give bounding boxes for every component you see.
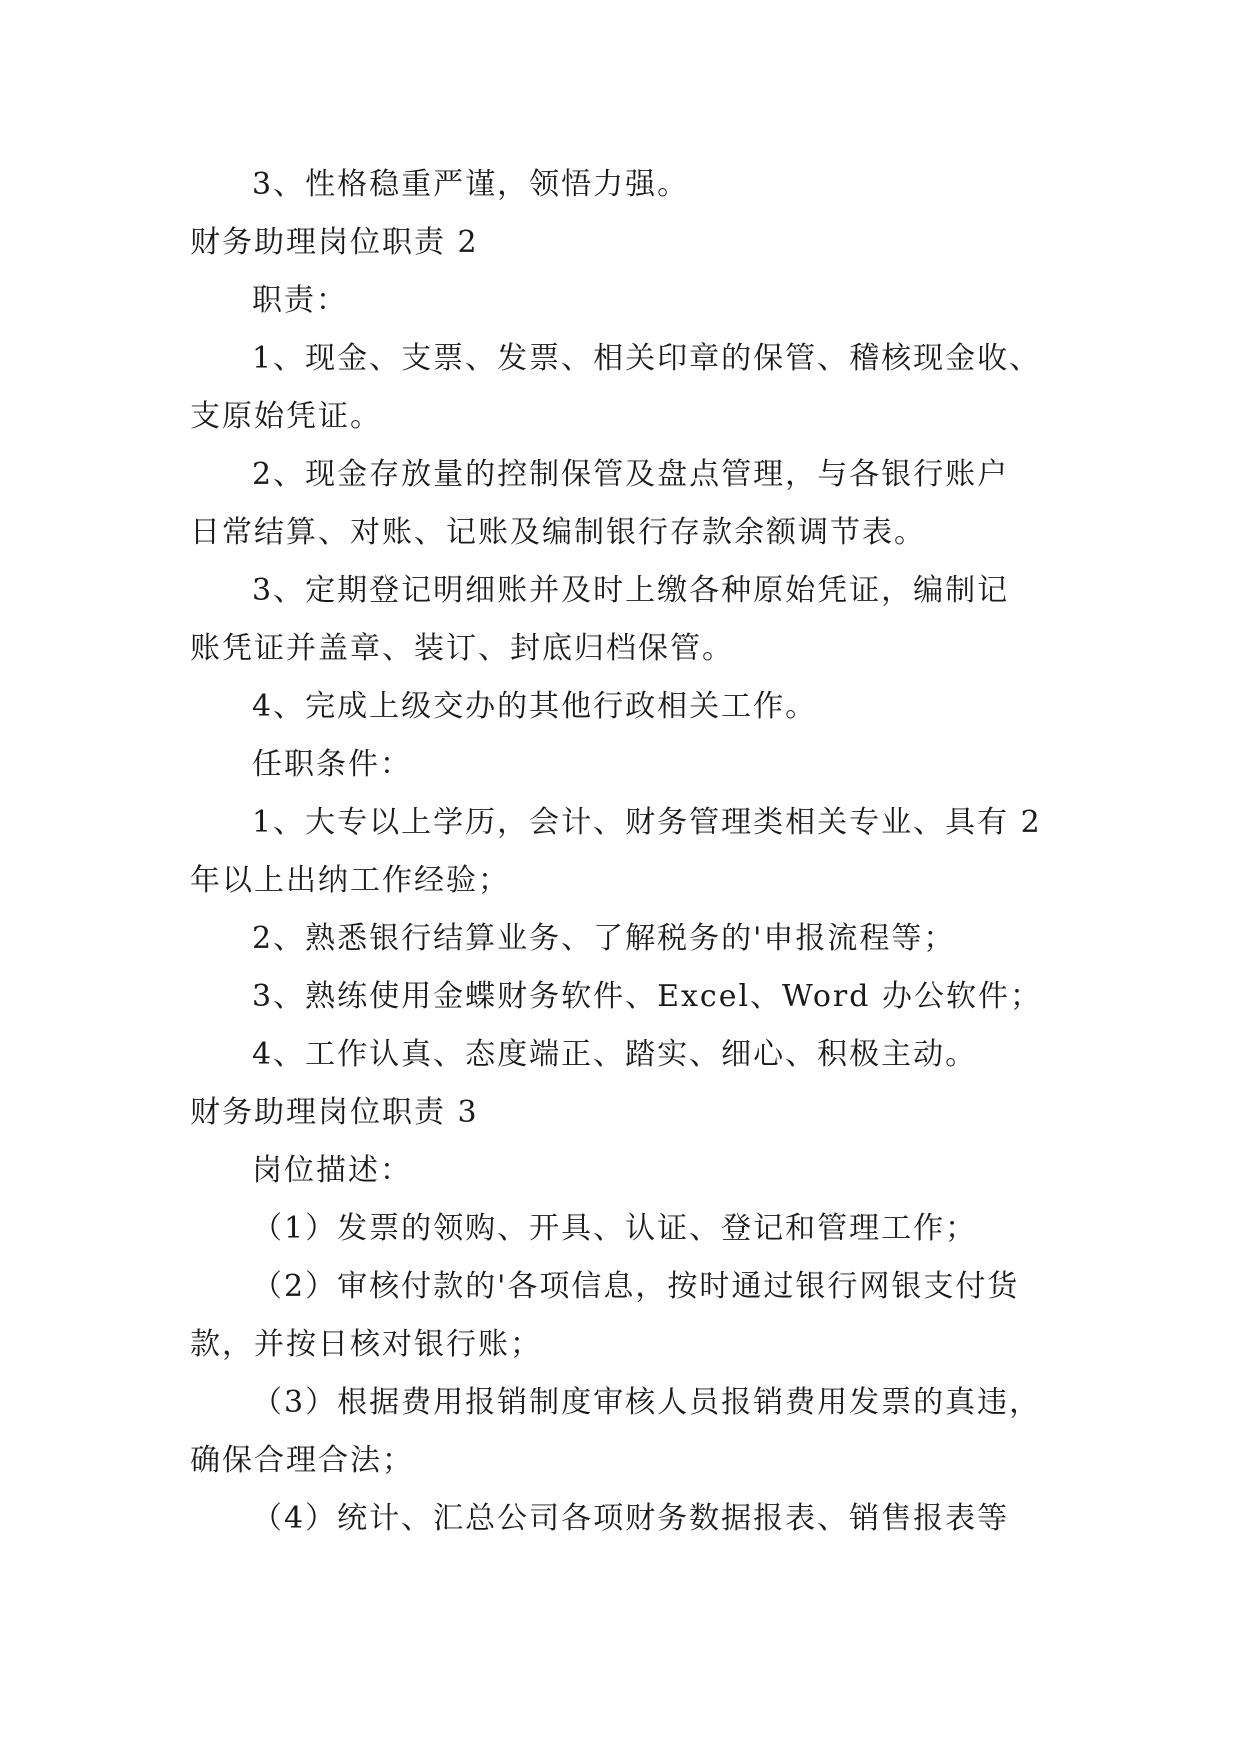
- section-heading: 财务助理岗位职责 3: [190, 1095, 479, 1130]
- text-line: 3、熟练使用金蝶财务软件、Excel、Word 办公软件；: [252, 979, 1042, 1014]
- subheading: 任职条件：: [252, 747, 412, 782]
- text-line: 4、完成上级交办的其他行政相关工作。: [252, 689, 818, 724]
- text-line: 1、大专以上学历，会计、财务管理类相关专业、具有 2: [252, 805, 1042, 840]
- section-heading: 财务助理岗位职责 2: [190, 225, 479, 260]
- text-line: （3）根据费用报销制度审核人员报销费用发票的真违，: [252, 1385, 1042, 1420]
- text-line: （4）统计、汇总公司各项财务数据报表、销售报表等: [252, 1501, 1010, 1536]
- text-line: 款，并按日核对银行账；: [190, 1327, 542, 1362]
- text-line: 4、工作认真、态度端正、踏实、细心、积极主动。: [252, 1037, 978, 1072]
- subheading: 职责：: [252, 283, 348, 318]
- document-body: [190, 156, 1070, 1548]
- text-line: 2、熟悉银行结算业务、了解税务的'申报流程等；: [252, 921, 956, 956]
- text-line: （1）发票的领购、开具、认证、登记和管理工作；: [252, 1211, 978, 1246]
- subheading: 岗位描述：: [252, 1153, 412, 1188]
- text-line: （2）审核付款的'各项信息，按时通过银行网银支付货: [252, 1269, 1020, 1304]
- text-line: 确保合理合法；: [190, 1443, 414, 1478]
- text-line: 3、定期登记明细账并及时上缴各种原始凭证，编制记: [252, 573, 1010, 608]
- text-line: 支原始凭证。: [190, 399, 382, 434]
- text-line: 1、现金、支票、发票、相关印章的保管、稽核现金收、: [252, 341, 1042, 376]
- text-line: 日常结算、对账、记账及编制银行存款余额调节表。: [190, 515, 926, 550]
- text-line: 账凭证并盖章、装订、封底归档保管。: [190, 631, 734, 666]
- text-line: 2、现金存放量的控制保管及盘点管理，与各银行账户: [252, 457, 1010, 492]
- text-line: 3、性格稳重严谨，领悟力强。: [252, 167, 690, 202]
- text-line: 年以上出纳工作经验；: [190, 863, 510, 898]
